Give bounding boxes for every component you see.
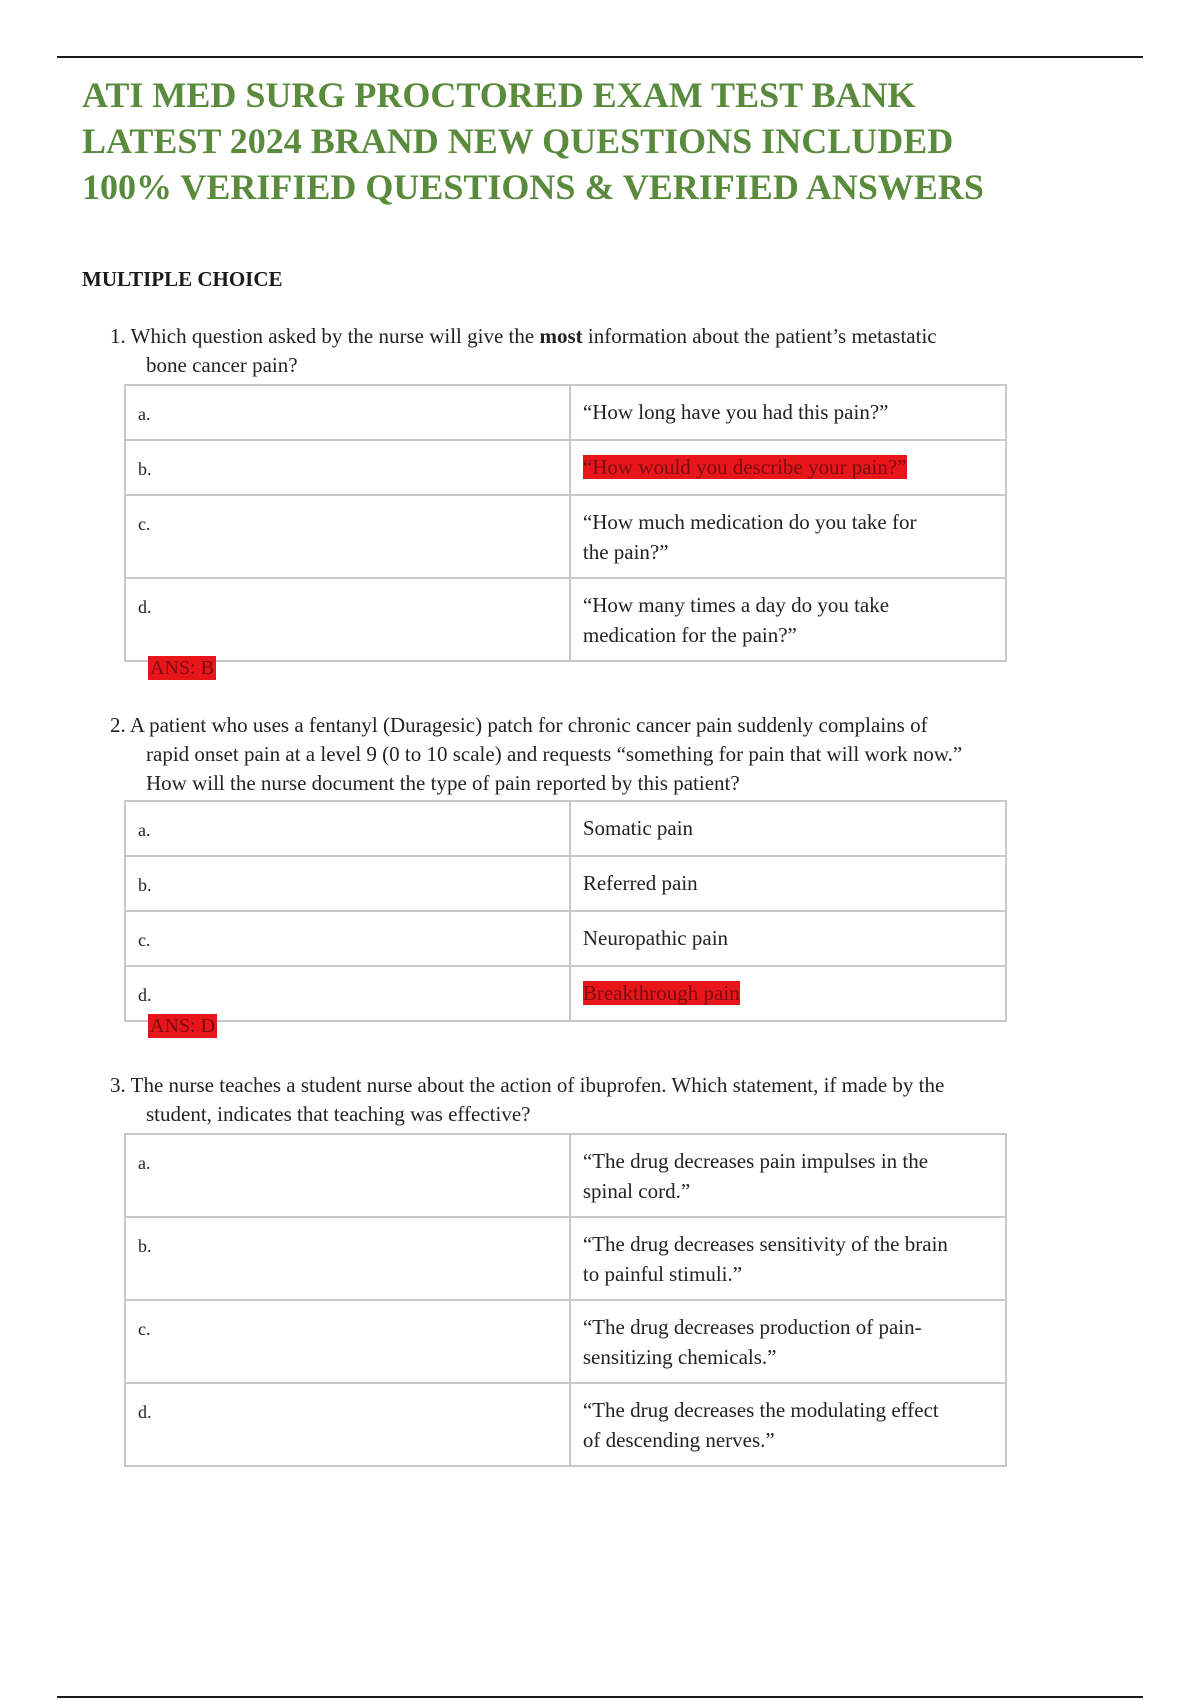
question-stem-line: 2. A patient who uses a fentanyl (Duragesic) patch for chronic cancer pain suddenly complains of <box>110 713 928 737</box>
option-text <box>570 440 1006 495</box>
question-stem-line: 3. The nurse teaches a student nurse about the action of ibuprofen. Which statement, if made by the <box>110 1073 945 1097</box>
question-stem-line: rapid onset pain at a level 9 (0 to 10 scale) and requests “something for pain that will work now.” <box>146 742 963 766</box>
option-text-line: to painful stimuli.” <box>582 1262 743 1286</box>
option-row-c <box>125 1300 1006 1383</box>
option-row-a <box>125 1134 1006 1217</box>
option-row-d <box>125 1383 1006 1466</box>
option-text <box>570 1217 1006 1300</box>
question-stem-line: student, indicates that teaching was effective? <box>146 1102 531 1126</box>
section-heading: MULTIPLE CHOICE <box>82 267 283 291</box>
option-row-c <box>125 911 1006 966</box>
option-text <box>570 1134 1006 1217</box>
option-row-a <box>125 801 1006 856</box>
option-text <box>570 578 1006 661</box>
question-stem-line: bone cancer pain? <box>146 353 298 377</box>
option-text-line: medication for the pain?” <box>582 623 797 647</box>
option-letter: c. <box>125 495 570 578</box>
option-text-line: “The drug decreases production of pain- <box>582 1315 922 1339</box>
option-text-line: “The drug decreases the modulating effect <box>582 1398 939 1422</box>
question-stem-line: How will the nurse document the type of pain reported by this patient? <box>146 771 740 795</box>
option-text <box>570 385 1006 440</box>
question-1-stem <box>110 322 1110 380</box>
option-text-line: “How long have you had this pain?” <box>582 400 889 424</box>
option-letter: a. <box>125 385 570 440</box>
question-stem-line <box>110 322 1110 351</box>
option-text-line: “How many times a day do you take <box>582 593 890 617</box>
option-letter: a. <box>125 1134 570 1217</box>
option-row-c <box>125 495 1006 578</box>
option-text <box>570 1300 1006 1383</box>
top-rule <box>57 56 1143 58</box>
question-stem-text: information about the patient’s metastatic <box>582 324 937 348</box>
option-letter: a. <box>125 801 570 856</box>
document-title <box>82 72 1142 210</box>
question-stem-text: 1. Which question asked by the nurse will give the <box>110 324 540 348</box>
answer-badge: ANS: D <box>150 1015 216 1037</box>
option-text-line: the pain?” <box>582 540 669 564</box>
title-line: LATEST 2024 BRAND NEW QUESTIONS INCLUDED <box>82 121 954 161</box>
option-row-a <box>125 385 1006 440</box>
option-text <box>570 856 1006 911</box>
option-letter: b. <box>125 1217 570 1300</box>
option-text <box>570 911 1006 966</box>
option-text-line: of descending nerves.” <box>582 1428 775 1452</box>
option-letter: b. <box>125 856 570 911</box>
option-row-d <box>125 966 1006 1021</box>
answer-badge: ANS: B <box>150 657 214 679</box>
option-text <box>570 966 1006 1021</box>
option-letter: d. <box>125 1383 570 1466</box>
question-emphasis: most <box>539 324 583 348</box>
option-row-b <box>125 1217 1006 1300</box>
option-text-line: “The drug decreases pain impulses in the <box>582 1149 929 1173</box>
option-letter: c. <box>125 911 570 966</box>
title-line: 100% VERIFIED QUESTIONS & VERIFIED ANSWERS <box>82 167 984 207</box>
option-text <box>570 801 1006 856</box>
correct-option-highlight: Breakthrough pain <box>582 981 740 1005</box>
question-1-options <box>124 384 1007 662</box>
question-3-stem <box>110 1071 1110 1129</box>
option-text <box>570 495 1006 578</box>
option-text-line: Referred pain <box>582 871 698 895</box>
option-text-line: “The drug decreases sensitivity of the brain <box>582 1232 948 1256</box>
option-text <box>570 1383 1006 1466</box>
title-line: ATI MED SURG PROCTORED EXAM TEST BANK <box>82 75 916 115</box>
correct-option-highlight: “How would you describe your pain?” <box>582 455 907 479</box>
option-row-d <box>125 578 1006 661</box>
option-text-line: Somatic pain <box>582 816 694 840</box>
bottom-rule <box>57 1696 1143 1698</box>
option-letter: d. <box>125 578 570 661</box>
option-letter: c. <box>125 1300 570 1383</box>
option-letter: b. <box>125 440 570 495</box>
question-2-stem <box>110 711 1110 798</box>
option-text-line: sensitizing chemicals.” <box>582 1345 777 1369</box>
option-row-b <box>125 856 1006 911</box>
option-row-b <box>125 440 1006 495</box>
question-2-options <box>124 800 1007 1022</box>
question-3-options <box>124 1133 1007 1467</box>
option-text-line: spinal cord.” <box>582 1179 691 1203</box>
option-text-line: “How much medication do you take for <box>582 510 917 534</box>
option-letter: d. <box>125 966 570 1021</box>
option-text-line: Neuropathic pain <box>582 926 729 950</box>
